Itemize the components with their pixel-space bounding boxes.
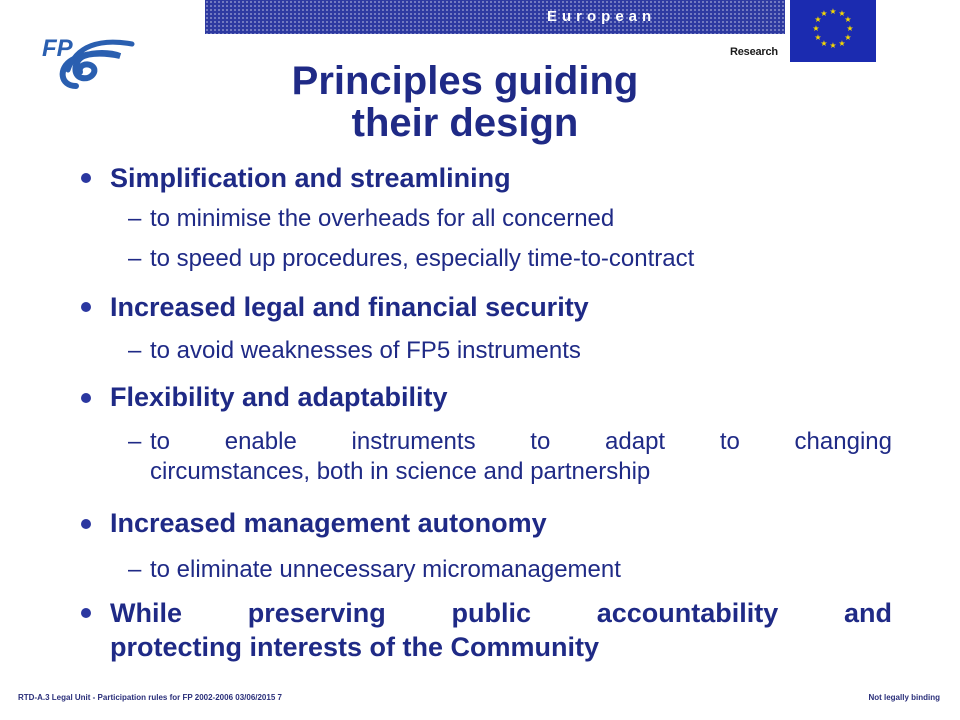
fp6-logo (40, 30, 140, 94)
eu-flag-icon (790, 0, 876, 62)
svg-text:FP: FP (42, 35, 73, 62)
footer-disclaimer: Not legally binding (868, 693, 940, 702)
sub-point: – to eliminate unnecessary micromanagement (128, 556, 621, 583)
svg-text:★: ★ (838, 39, 846, 48)
svg-text:★: ★ (844, 15, 852, 24)
footer-reference: RTD-A.3 Legal Unit - Participation rules for FP 2002-2006 03/06/2015 7 (18, 693, 282, 702)
sub-point: – to minimise the overheads for all concerned (128, 205, 615, 232)
svg-text:★: ★ (829, 7, 837, 16)
bullet-dot-icon (81, 302, 91, 312)
svg-text:★: ★ (814, 33, 822, 42)
svg-text:★: ★ (820, 39, 828, 48)
svg-text:★: ★ (814, 15, 822, 24)
bullet-heading: Simplification and streamlining (110, 163, 511, 193)
sub-point: – to avoid weaknesses of FP5 instruments (128, 337, 581, 364)
svg-text:★: ★ (846, 24, 854, 33)
european-commission-band: European Commission (205, 0, 785, 34)
bullet-dot-icon (81, 519, 91, 529)
sub-point: – to speed up procedures, especially time-to-contract (128, 245, 695, 272)
bullet-heading: While preserving public accountability and protecting interests of the Community (110, 598, 892, 662)
svg-text:★: ★ (844, 33, 852, 42)
bullet-dot-icon (81, 173, 91, 183)
title-line-1: Principles guiding (291, 59, 639, 103)
page-title (205, 60, 725, 144)
svg-text:★: ★ (838, 9, 846, 18)
svg-text:★: ★ (820, 9, 828, 18)
bullet-heading: Increased management autonomy (110, 508, 547, 538)
research-label: Research (730, 46, 778, 58)
svg-text:★: ★ (829, 41, 837, 50)
sub-point: – to enable instruments to adapt to changing circumstances, both in science and partnership (128, 428, 892, 485)
title-line-2: their design (351, 101, 579, 145)
bullet-dot-icon (81, 393, 91, 403)
bullet-heading: Flexibility and adaptability (110, 382, 448, 412)
svg-text:★: ★ (812, 24, 820, 33)
bullet-dot-icon (81, 608, 91, 618)
bullet-heading: Increased legal and financial security (110, 292, 589, 322)
